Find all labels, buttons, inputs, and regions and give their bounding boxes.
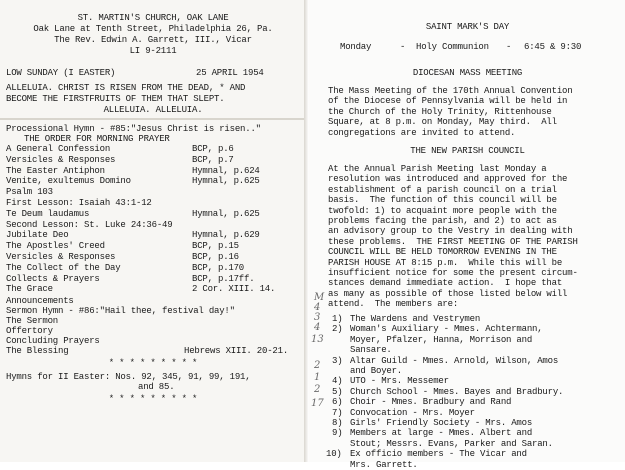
stars-divider-1: * * * * * * * * * [108,358,198,368]
church-address: Oak Lane at Tenth Street, Philadelphia 26, Pa. [33,24,273,34]
service-reference: Hymnal, p.629 [192,230,260,241]
sunday-name: LOW SUNDAY (I EASTER) [6,68,116,78]
offertory: Offertory [6,326,53,336]
processional-hymn: Processional Hymn - #85:"Jesus Christ is risen.." [6,124,261,134]
service-date: 25 APRIL 1954 [196,68,264,78]
service-item: The Grace [6,284,53,295]
paper-crease [0,118,306,120]
left-page [0,0,306,462]
stars-divider-2: * * * * * * * * * [108,394,198,404]
mass-meeting-line: Square, at 8 p.m. on Monday, May third. All [328,117,557,128]
council-line: basis. The function of this council will be [328,195,557,206]
council-line: these problems. THE FIRST MEETING OF THE PARISH [328,236,578,247]
alleluia-line-3: ALLELUIA. ALLELUIA. [103,105,203,115]
member-line: Choir - Mmes. Bradbury and Rand [350,397,512,408]
service-item: Jubilate Deo [6,230,69,241]
sermon: The Sermon [6,316,59,326]
council-line: At the Annual Parish Meeting last Monday a [328,164,547,174]
church-name: ST. MARTIN'S CHURCH, OAK LANE [77,13,229,23]
service-item: Second Lesson: St. Luke 24:36-49 [6,219,173,230]
council-line: an advisory group to the Vestry in dealing with [328,226,573,237]
service-reference: Hymnal, p.625 [192,176,260,187]
sermon-hymn: Sermon Hymn - #86:"Hail thee, festival day!" [6,306,235,316]
member-line: Church School - Mmes. Bayes and Bradbury. [350,386,564,397]
right-page [310,0,625,470]
service-item: The Easter Antiphon [6,165,105,176]
service-item: A General Confession [6,144,111,154]
member-line: The Wardens and Vestrymen [350,314,481,324]
service-item: First Lesson: Isaiah 43:1-12 [6,198,152,208]
member-line: Moyer, Pfalzer, Hanna, Morrison and [350,334,533,345]
service-item: Versicles & Responses [6,252,116,262]
church-phone: LI 9-2111 [129,46,177,56]
service-reference: BCP, p.17ff. [192,273,255,284]
announcements: Announcements [6,296,74,306]
member-line: Convocation - Mrs. Moyer [350,407,475,418]
communion-dash-1: - [400,42,406,52]
member-number: 3) [332,355,343,366]
pencil-mark: M [314,292,325,303]
member-number: 10) [326,449,342,460]
council-line: twofold: 1) to acquaint more people with the [328,205,557,216]
pencil-mark: 2 [314,384,321,395]
service-item: Psalm 103 [6,187,53,198]
service-reference: 2 Cor. XIII. 14. [192,284,276,295]
mass-meeting-line: congregations are invited to attend. [328,127,516,138]
member-number: 9) [332,428,343,439]
alleluia-line-2: BECOME THE FIRSTFRUITS OF THEM THAT SLEPT. [6,94,225,104]
service-reference: BCP, p.7 [192,154,234,165]
pencil-mark: 3 [314,312,321,323]
member-line: Woman's Auxiliary - Mmes. Achtermann, [350,324,543,335]
member-line: Stout; Messrs. Evans, Parker and Saran. [350,438,553,449]
member-line: Girls' Friendly Society - Mrs. Amos [350,418,533,428]
pencil-mark: 4 [314,322,321,333]
service-item: The Apostles' Creed [6,241,105,252]
service-reference: Hymnal, p.624 [192,165,260,176]
council-line: PARISH HOUSE AT 8:15 p.m. While this will be [328,257,563,268]
feast-title: SAINT MARK'S DAY [425,22,510,32]
service-item: Te Deum laudamus [6,208,90,219]
alleluia-line-1: ALLELUIA. CHRIST IS RISEN FROM THE DEAD, * AND [6,83,246,93]
council-line: problems facing the parish, and 2) to act as [328,216,557,226]
service-item: The Collect of the Day [6,262,121,273]
member-line: Altar Guild - Mmes. Arnold, Wilson, Amos [350,355,559,366]
pencil-mark: 4 [314,302,321,313]
member-number: 2) [332,324,343,335]
service-reference: BCP, p.6 [192,144,234,154]
council-line: as many as possible of those listed below will [328,288,568,299]
member-line: Sansare. [350,345,392,356]
service-reference: BCP, p.170 [192,262,245,273]
member-number: 8) [332,418,343,428]
member-number: 1) [332,314,343,324]
service-item: Venite, exultemus Domino [6,176,131,187]
council-line: attend. The members are: [328,299,459,310]
member-line: Members at large - Mmes. Albert and [350,428,533,439]
service-item: Versicles & Responses [6,154,116,165]
service-reference: BCP, p.16 [192,252,239,262]
hymns-line-1: Hymns for II Easter: Nos. 92, 345, 91, 99, 191, [6,372,251,382]
council-line: establishment of a parish council on a trial [328,184,557,195]
council-line: insufficient notice for some the present circum- [328,268,578,278]
pencil-mark: 17 [311,398,324,409]
member-number: 4) [332,376,343,387]
member-number: 6) [332,397,343,408]
member-line: Ex officio members - The Vicar and [350,449,527,460]
concluding-prayers: Concluding Prayers [6,336,100,346]
communion-times: 6:45 & 9:30 [524,42,582,52]
communion-name: Holy Communion [416,42,489,52]
pencil-mark: 13 [311,334,324,345]
mass-meeting-line: of the Diocese of Pennsylvania will be held in [328,96,568,107]
service-item: Collects & Prayers [6,273,100,284]
council-line: resolution was introduced and approved for the [328,174,568,185]
mass-meeting-title: DIOCESAN MASS MEETING [412,68,523,78]
pencil-mark: 1 [314,372,321,383]
communion-day: Monday [340,42,372,52]
mass-meeting-line: The Mass Meeting of the 170th Annual Convention [328,86,573,96]
parish-council-title: THE NEW PARISH COUNCIL [410,146,525,156]
member-number: 5) [332,386,343,397]
communion-dash-2: - [506,42,512,52]
council-line: stances demand immediate action. I hope that [328,278,563,289]
member-line: and Boyer. [350,366,403,376]
mass-meeting-line: the Church of the Holy Trinity, Rittenhouse [328,106,552,117]
order-title: THE ORDER FOR MORNING PRAYER [24,134,170,144]
service-reference: BCP, p.15 [192,241,239,252]
church-rector: The Rev. Edwin A. Garrett, III., Vicar [54,35,252,45]
member-number: 7) [332,407,343,418]
member-line: Mrs. Garrett. [350,459,418,470]
service-reference: Hymnal, p.625 [192,208,260,219]
blessing: The Blessing [6,346,69,356]
member-line: UTO - Mrs. Messemer [350,376,449,387]
hymns-line-2: and 85. [138,382,175,392]
pencil-mark: 2 [314,360,321,371]
blessing-reference: Hebrews XIII. 20-21. [184,346,289,356]
council-line: COUNCIL WILL BE HELD TOMORROW EVENING IN THE [328,247,557,258]
